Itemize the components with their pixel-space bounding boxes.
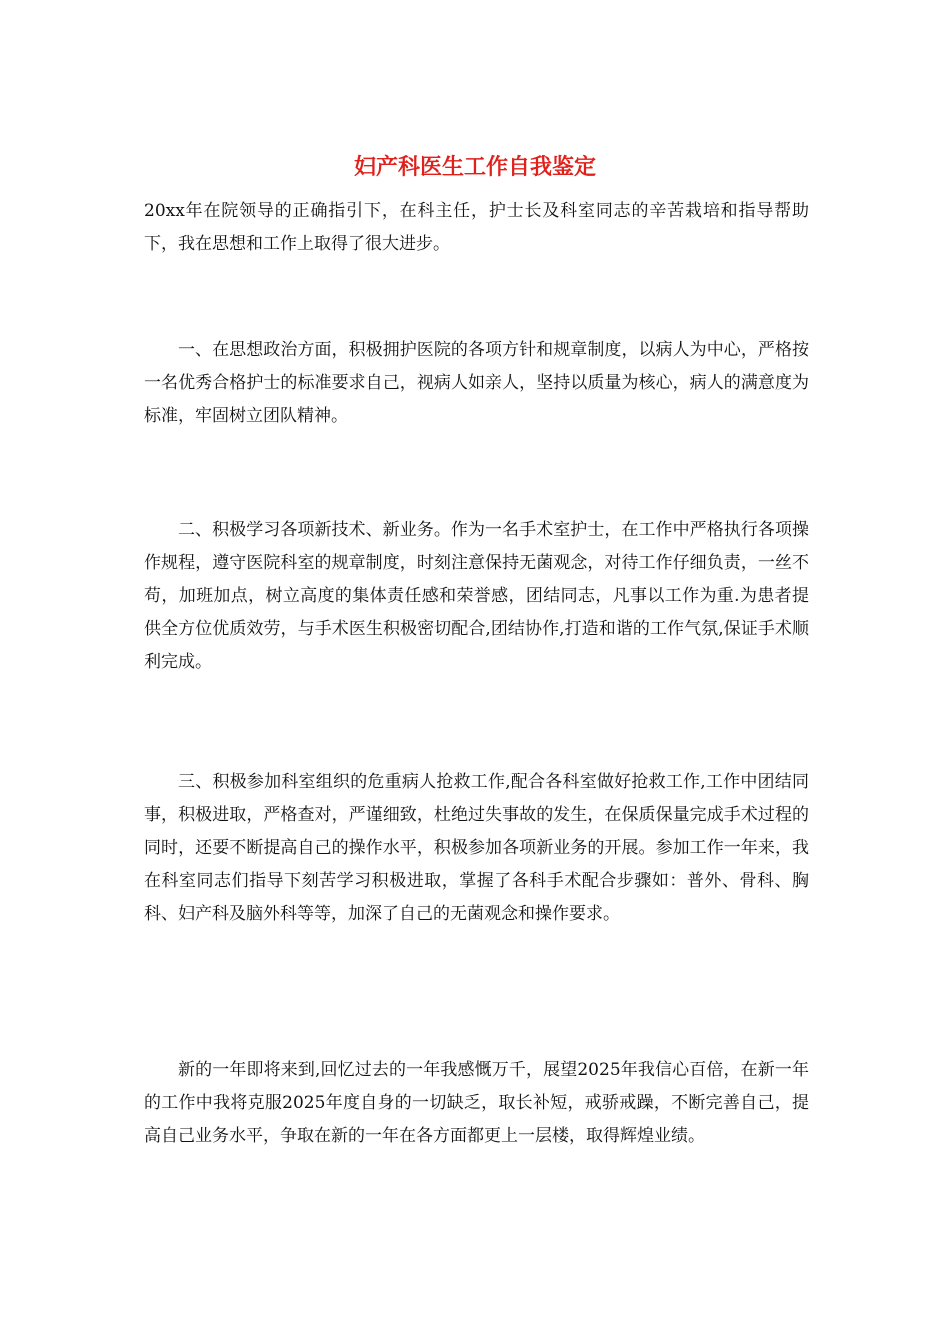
section-two-paragraph: 二、积极学习各项新技术、新业务。作为一名手术室护士，在工作中严格执行各项操作规程，遵守医院科室的规章制度，时刻注意保持无菌观念，对待工作仔细负责，一丝不苟，加班加点，树立高度的集体责任感和荣誉感，团结同志，凡事以工作为重.为患者提供全方位优质效劳，与手术医生积极密切配合,团结协作,打造和谐的工作气氛,保证手术顺利完成。 bbox=[144, 520, 809, 672]
section-one-paragraph: 一、在思想政治方面，积极拥护医院的各项方针和规章制度，以病人为中心，严格按一名优秀合格护士的标准要求自己，视病人如亲人，坚持以质量为核心，病人的满意度为标准，牢固树立团队精神。 bbox=[144, 340, 809, 426]
section-three-paragraph: 三、积极参加科室组织的危重病人抢救工作,配合各科室做好抢救工作,工作中团结同事，积极进取，严格查对，严谨细致，杜绝过失事故的发生，在保质保量完成手术过程的同时，还要不断提高自己的操作水平，积极参加各项新业务的开展。参加工作一年来，我在科室同志们指导下刻苦学习积极进取，掌握了各科手术配合步骤如：普外、骨科、胸科、妇产科及脑外科等等，加深了自己的无菌观念和操作要求。 bbox=[144, 772, 809, 924]
closing-paragraph: 新的一年即将来到,回忆过去的一年我感慨万千，展望2025年我信心百倍，在新一年的工作中我将克服2025年度自身的一切缺乏，取长补短，戒骄戒躁，不断完善自己，提高自己业务水平，争取在新的一年在各方面都更上一层楼，取得辉煌业绩。 bbox=[144, 1060, 809, 1146]
intro-paragraph: 20xx年在院领导的正确指引下，在科主任，护士长及科室同志的辛苦栽培和指导帮助下，我在思想和工作上取得了很大进步。 bbox=[144, 201, 809, 254]
document-title: 妇产科医生工作自我鉴定 bbox=[353, 154, 596, 180]
